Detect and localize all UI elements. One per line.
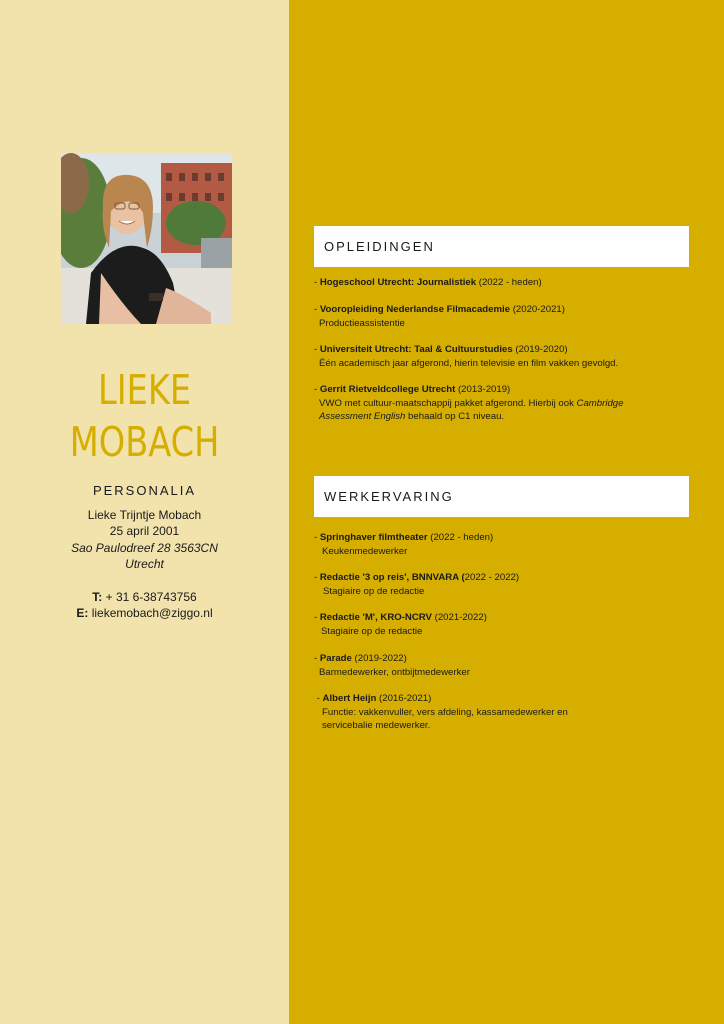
werkervaring-heading: WERKERVARING (324, 489, 454, 504)
werkervaring-heading-box (314, 476, 689, 517)
phone-number: + 31 6-38743756 (102, 590, 197, 604)
job-item: - Redactie '3 op reis', BNNVARA (2022 - 2022) Stagiaire op de redactie (314, 571, 684, 598)
education-name: Hogeschool Utrecht: Journalistiek (319, 277, 477, 288)
job-description: Stagiaire op de redactie (321, 625, 423, 637)
education-item: - Gerrit Rietveldcollege Utrecht (2013-2019) VWO met cultuur-maatschappij pakket afgerond. Hierbij ook Cambridge Assessment English behaald op C1 niveau. (314, 383, 684, 424)
job-name: Parade (319, 653, 352, 664)
job-description: Keukenmedewerker (322, 545, 408, 557)
job-period: (2021-2022) (431, 612, 487, 623)
education-description-cont: Assessment English behaald op C1 niveau. (319, 411, 505, 422)
email-address: liekemobach@ziggo.nl (88, 606, 213, 620)
education-name: Gerrit Rietveldcollege Utrecht (319, 384, 456, 395)
education-description: Één academisch jaar afgerond, hierin televisie en film vakken gevolgd. (319, 357, 619, 369)
address: Sao Paulodreef 28 3563CN (71, 541, 218, 555)
city: Utrecht (125, 557, 164, 571)
phone-line (0, 590, 289, 604)
education-item: - Vooropleiding Nederlandse Filmacademie (2020-2021) Productieassistentie (314, 303, 684, 330)
job-description-cont: servicebalie medewerker. (322, 720, 431, 731)
education-period: (2019-2020) (512, 344, 568, 355)
job-item: - Springhaver filmtheater (2022 - heden) Keukenmedewerker (314, 531, 684, 558)
phone-label: T: (92, 590, 103, 604)
job-item: - Albert Heijn (2016-2021) Functie: vakkenvuller, vers afdeling, kassamedewerker en servicebalie medewerker. (314, 692, 684, 733)
opleidingen-heading-box (314, 226, 689, 267)
education-name: Universiteit Utrecht: Taal & Cultuurstudies (319, 344, 513, 355)
education-description: VWO met cultuur-maatschappij pakket afgerond. Hierbij ook Cambridge (319, 397, 624, 409)
full-name: Lieke Trijntje Mobach (87, 508, 202, 522)
email-line (0, 606, 289, 620)
job-item: - Parade (2019-2022) Barmedewerker, ontbijtmedewerker (314, 652, 684, 679)
job-description: Stagiaire op de redactie (323, 585, 425, 597)
job-name: Redactie 'M', KRO-NCRV (319, 612, 432, 623)
education-item: - Universiteit Utrecht: Taal & Cultuurstudies (2019-2020) Één academisch jaar afgerond, hierin televisie en film vakken gevolgd. (314, 343, 684, 370)
education-description: Productieassistentie (319, 317, 405, 329)
job-name: Springhaver filmtheater (319, 532, 428, 543)
first-name: LIEKE (97, 366, 192, 414)
last-name: MOBACH (69, 418, 220, 466)
job-name: Albert Heijn (322, 693, 377, 704)
job-name: Redactie '3 op reis', BNNVARA ( (319, 572, 465, 583)
birthdate: 25 april 2001 (109, 524, 180, 538)
job-description: Barmedewerker, ontbijtmedewerker (319, 666, 470, 678)
education-period: (2020-2021) (510, 304, 565, 315)
job-period: (2022 - heden) (427, 532, 494, 543)
job-description: Functie: vakkenvuller, vers afdeling, kassamedewerker en (322, 706, 568, 718)
education-name: Vooropleiding Nederlandse Filmacademie (319, 304, 511, 315)
profile-photo (61, 153, 232, 324)
education-item: - Hogeschool Utrecht: Journalistiek (2022 - heden) (314, 277, 542, 288)
personalia-heading: PERSONALIA (92, 483, 197, 498)
education-period: (2022 - heden) (476, 277, 542, 288)
email-label: E: (76, 606, 89, 620)
job-period: (2019-2022) (351, 653, 407, 664)
job-period: (2016-2021) (376, 693, 432, 704)
opleidingen-heading: OPLEIDINGEN (324, 239, 435, 254)
job-item: - Redactie 'M', KRO-NCRV (2021-2022) Stagiaire op de redactie (314, 611, 684, 638)
education-period: (2013-2019) (455, 384, 511, 395)
job-period: 2022 - 2022) (464, 572, 520, 583)
